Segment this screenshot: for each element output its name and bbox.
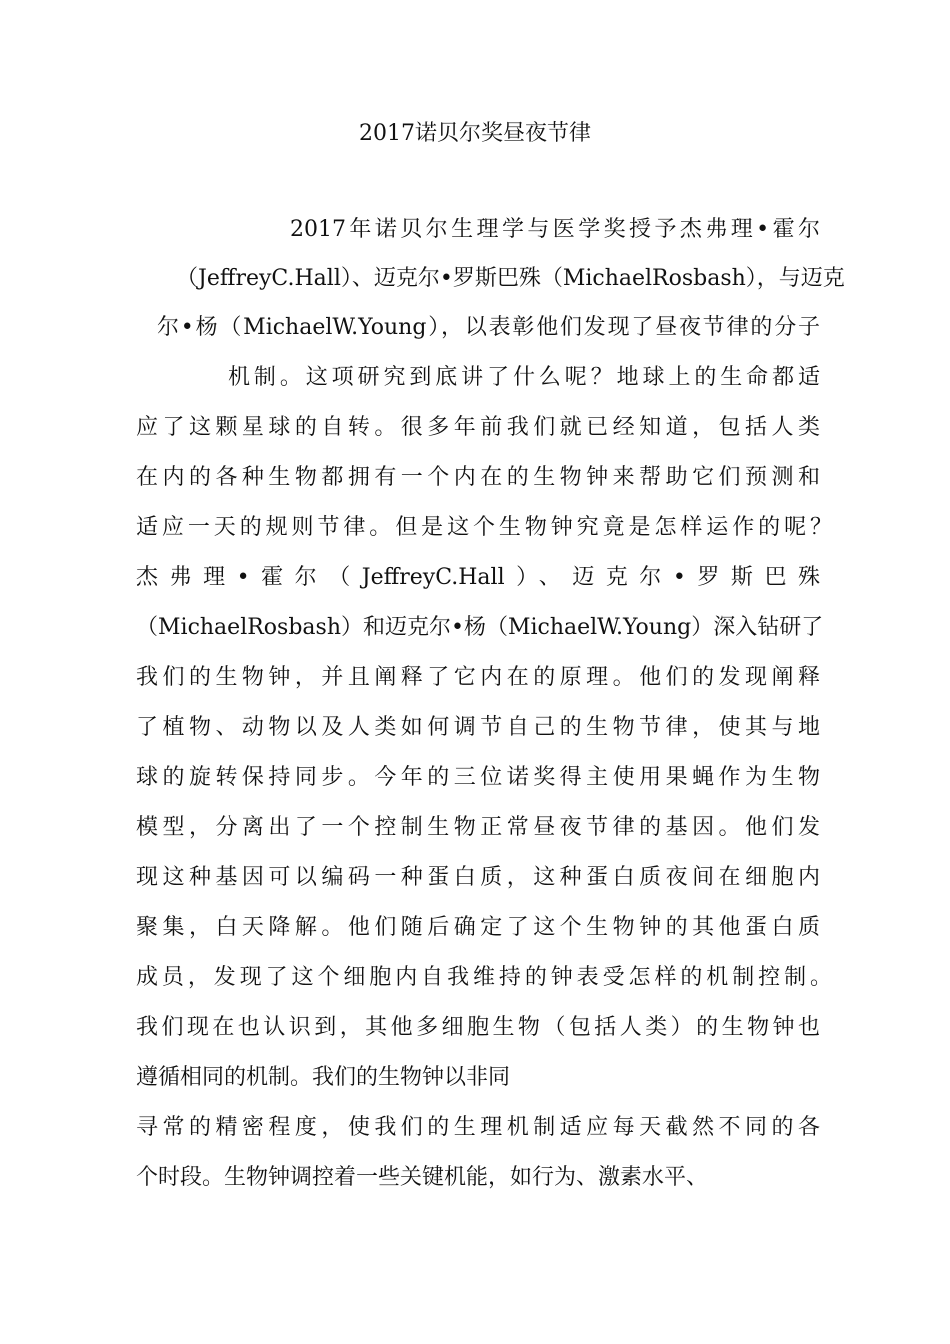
paragraph-line: 我们的生物钟，并且阐释了它内在的原理。他们的发现阐释: [136, 665, 820, 690]
paragraph-line: 模型，分离出了一个控制生物正常昼夜节律的基因。他们发: [136, 815, 820, 840]
paragraph-line: 聚集，白天降解。他们随后确定了这个生物钟的其他蛋白质: [136, 915, 820, 940]
paragraph-line: 寻常的精密程度，使我们的生理机制适应每天截然不同的各: [136, 1115, 820, 1140]
paragraph-line: 适应一天的规则节律。但是这个生物钟究竟是怎样运作的呢？: [136, 515, 832, 540]
paragraph-line: 遵循相同的机制。我们的生物钟以非同: [136, 1065, 511, 1090]
paragraph-line: 个时段。生物钟调控着一些关键机能，如行为、激素水平、: [136, 1165, 709, 1190]
paragraph-line: 应了这颗星球的自转。很多年前我们就已经知道，包括人类: [136, 415, 820, 440]
paragraph-line: 现这种基因可以编码一种蛋白质，这种蛋白质夜间在细胞内: [136, 865, 820, 890]
paragraph-line: 了植物、动物以及人类如何调节自己的生物节律，使其与地: [136, 715, 820, 740]
paragraph-line: 尔•杨（MichaelW.Young），以表彰他们发现了昼夜节律的分子: [157, 315, 820, 340]
document-title: 2017诺贝尔奖昼夜节律: [359, 121, 591, 146]
paragraph-line: 杰弗理•霍尔（JeffreyC.Hall）、迈克尔•罗斯巴殊: [136, 565, 820, 590]
paragraph-line: （MichaelRosbash）和迈克尔•杨（MichaelW.Young）深入钻研了: [136, 615, 824, 640]
paragraph-line: 2017年诺贝尔生理学与医学奖授予杰弗理•霍尔: [290, 217, 820, 242]
paragraph-line: 机制。这项研究到底讲了什么呢？地球上的生命都适: [228, 365, 820, 390]
paragraph-line: （JeffreyC.Hall）、迈克尔•罗斯巴殊（MichaelRosbash），与迈克: [176, 266, 845, 291]
paragraph-line: 我们现在也认识到，其他多细胞生物（包括人类）的生物钟也: [136, 1015, 820, 1040]
paragraph-line: 球的旋转保持同步。今年的三位诺奖得主使用果蝇作为生物: [136, 765, 820, 790]
paragraph-line: 成员，发现了这个细胞内自我维持的钟表受怎样的机制控制。: [136, 965, 832, 990]
paragraph-line: 在内的各种生物都拥有一个内在的生物钟来帮助它们预测和: [136, 465, 820, 490]
